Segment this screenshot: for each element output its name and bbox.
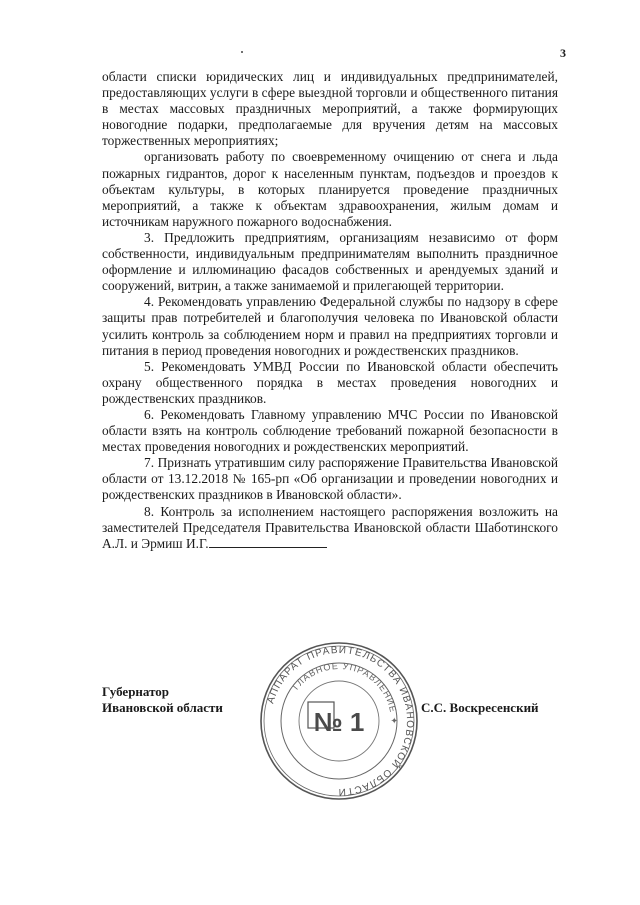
paragraph-snow-clearing: организовать работу по своевременному очищению от снега и льда пожарных гидрантов, дорог к населенным пунктам, подъездов и проездов к объектам культуры, в которых планируется проведение праздничных мероприятий, а также к объектам здравоохранения, жилым домам и источникам наружного пожарного водоснабжения. (102, 149, 558, 229)
scan-speck (241, 51, 243, 53)
svg-text:ГЛАВНОЕ УПРАВЛЕНИЕ ✦: ГЛАВНОЕ УПРАВЛЕНИЕ ✦ (290, 660, 400, 726)
page-number: 3 (560, 46, 566, 60)
document-body (102, 69, 558, 552)
paragraph-8 (102, 504, 558, 552)
paragraph-8-text: 8. Контроль за исполнением настоящего распоряжения возложить на заместителей Председателя Правительства Ивановской области Шаботинского А.Л. и Эрмиш И.Г. (102, 503, 558, 551)
signature-title-line1: Губернатор (102, 684, 170, 699)
svg-text:АППАРАТ ПРАВИТЕЛЬСТВА ИВАНОВСК: АППАРАТ ПРАВИТЕЛЬСТВА ИВАНОВСКОЙ ОБЛАСТИ (265, 644, 416, 798)
underline-blank (209, 546, 327, 548)
official-seal-stamp (258, 640, 420, 802)
paragraph-3: 3. Предложить предприятиям, организациям независимо от форм собственности, индивидуальным предпринимателям выполнить праздничное оформление и иллюминацию фасадов собственных и арендуемых зданий и сооружений, витрин, а также занимаемой и прилегающей территории. (102, 229, 558, 294)
signature-title (102, 684, 223, 716)
paragraph-6: 6. Рекомендовать Главному управлению МЧС России по Ивановской области взять на контроль соблюдение требований пожарной безопасности в местах проведения новогодних и рождественских мероприятий. (102, 406, 558, 455)
paragraph-7: 7. Признать утратившим силу распоряжение Правительства Ивановской области от 13.12.2018 № 165-рп «Об организации и проведении новогодних и рождественских праздников в Ивановской области». (102, 455, 558, 503)
signature-title-line2: Ивановской области (102, 700, 223, 715)
paragraph-continuation: области списки юридических лиц и индивидуальных предпринимателей, предоставляющих услуги в сфере выездной торговли и общественного питания в местах массовых праздничных мероприятий, а также формирующих новогодние подарки, предполагаемые для вручения детям на массовых торжественных мероприятиях; (102, 69, 558, 149)
svg-text:№ 1: № 1 (313, 707, 365, 737)
signature-name: С.С. Воскресенский (421, 700, 539, 715)
paragraph-5: 5. Рекомендовать УМВД России по Ивановской области обеспечить охрану общественного порядка в местах проведения новогодних и рождественских праздников. (102, 358, 558, 406)
paragraph-4: 4. Рекомендовать управлению Федеральной службы по надзору в сфере защиты прав потребителей и благополучия человека по Ивановской области усилить контроль за соблюдением норм и правил на предприятиях торговли и питания в период проведения новогодних и рождественских праздников. (102, 294, 558, 358)
